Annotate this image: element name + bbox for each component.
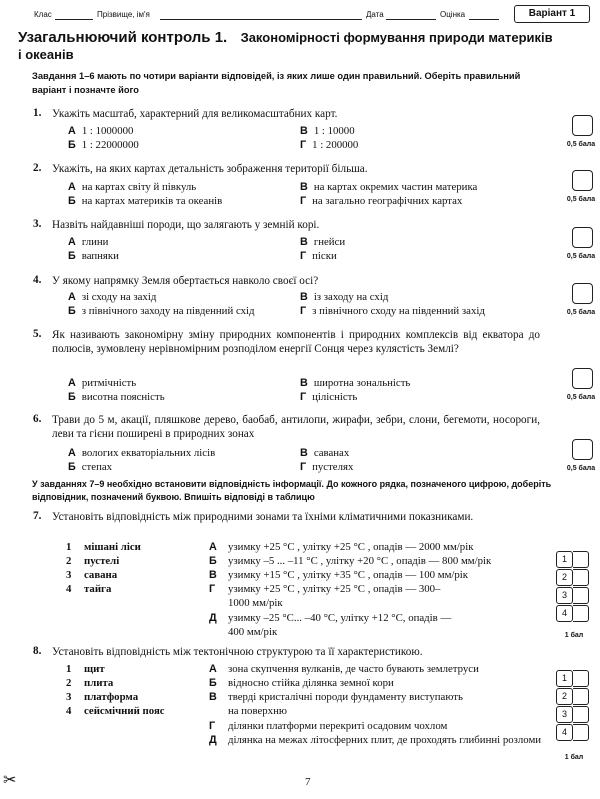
answer-option[interactable] xyxy=(68,291,156,304)
answer-option[interactable] xyxy=(68,250,119,263)
option-text: степах xyxy=(81,461,113,473)
option-letter: Г xyxy=(300,139,307,151)
score-label: 0,5 бала xyxy=(566,141,596,148)
match-right-text: відносно стійка ділянка земної кори xyxy=(228,677,394,689)
score-label: 0,5 бала xyxy=(566,196,596,203)
page-number: 7 xyxy=(305,776,311,788)
question-text: Установіть відповідність між тектонічною структурою та її характеристикою. xyxy=(52,646,423,658)
match-answer-cell[interactable] xyxy=(573,670,589,687)
instruction-2: У завданнях 7–9 необхідно встановити відповідність інформації. До кожного рядка, позначеного цифрою, доберіть відповідник, позначений буквою. Впишіть відповіді в таблицю xyxy=(32,479,552,502)
option-text: з північного заходу на південний схід xyxy=(81,305,255,317)
match-left-number: 1 xyxy=(66,541,72,553)
answer-option[interactable] xyxy=(68,305,254,318)
class-line[interactable] xyxy=(55,19,93,20)
question-text: Назвіть найдавніші породи, що залягають у земній корі. xyxy=(52,219,320,231)
question-text: Трави до 5 м, акації, пляшкове дерево, баобаб, антилопи, жирафи, зебри, слони, бегемоти, носороги, леви та гієни поширені в природних зонах xyxy=(52,414,540,440)
match-right-letter: Г xyxy=(209,720,216,732)
option-letter: Г xyxy=(300,195,307,207)
option-text: ритмічність xyxy=(81,377,137,389)
answer-box[interactable] xyxy=(572,368,593,389)
match-right-text: 1000 мм/рік xyxy=(228,597,283,609)
match-right-letter: Д xyxy=(209,734,217,746)
question-number: 4. xyxy=(33,274,42,286)
answer-box[interactable] xyxy=(572,439,593,460)
answer-box[interactable] xyxy=(572,170,593,191)
answer-option[interactable] xyxy=(68,377,136,390)
option-letter: В xyxy=(300,291,308,303)
option-text: з північного сходу на південний захід xyxy=(312,305,485,317)
option-text: на картах окремих частин материка xyxy=(313,181,478,193)
option-letter: А xyxy=(68,236,76,248)
option-letter: Б xyxy=(68,195,76,207)
answer-option[interactable] xyxy=(68,461,112,474)
match-answer-number: 4 xyxy=(556,605,573,622)
answer-option[interactable] xyxy=(300,236,345,249)
match-right-letter: В xyxy=(209,569,217,581)
option-text: на картах світу й півкуль xyxy=(81,181,197,193)
option-letter: А xyxy=(68,447,76,459)
match-right-text: узимку +15 °С , улітку +35 °С , опадів — 100 мм/рік xyxy=(228,569,469,581)
option-letter: В xyxy=(300,447,308,459)
score-label: 1 бал xyxy=(564,754,584,761)
match-right-text: узимку –5 ... –11 °С , улітку +20 °С , опадів — 800 мм/рік xyxy=(228,555,492,567)
answer-box[interactable] xyxy=(572,283,593,304)
scissors-icon: ✂ xyxy=(3,772,17,789)
match-left-number: 2 xyxy=(66,677,72,689)
option-text: із заходу на схід xyxy=(313,291,389,303)
match-left-item: щит xyxy=(84,663,105,675)
answer-option[interactable] xyxy=(300,461,353,474)
date-label: Дата xyxy=(366,10,384,19)
match-right-text: узимку –25 °С... –40 °С, улітку +12 °С, опадів — xyxy=(228,612,452,624)
answer-option[interactable] xyxy=(68,125,133,138)
option-text: саванах xyxy=(313,447,350,459)
match-right-text: узимку +25 °С , улітку +25 °С , опадів — 300– xyxy=(228,583,441,595)
option-text: 1 : 200000 xyxy=(312,139,359,151)
match-left-number: 4 xyxy=(66,705,72,717)
date-line[interactable] xyxy=(386,19,436,20)
match-right-letter: Г xyxy=(209,583,216,595)
match-answer-cell[interactable] xyxy=(573,551,589,568)
score-label: 1 бал xyxy=(564,632,584,639)
match-left-number: 3 xyxy=(66,569,72,581)
option-text: 1 : 10000 xyxy=(313,125,355,137)
option-letter: А xyxy=(68,181,76,193)
question-number: 7. xyxy=(33,510,42,522)
question-text: Установіть відповідність між природними зонами та їхніми кліматичними показниками. xyxy=(52,511,474,523)
answer-option[interactable] xyxy=(68,447,215,460)
match-answer-number: 3 xyxy=(556,587,573,604)
question-text: Укажіть, на яких картах детальність зображення території більша. xyxy=(52,163,368,175)
match-right-text: на поверхню xyxy=(228,705,287,717)
match-left-number: 2 xyxy=(66,555,72,567)
answer-option[interactable] xyxy=(68,195,222,208)
option-letter: В xyxy=(300,377,308,389)
option-text: зі сходу на захід xyxy=(81,291,157,303)
match-answer-cell[interactable] xyxy=(573,688,589,705)
option-text: вапняки xyxy=(81,250,119,262)
score-label: 0,5 бала xyxy=(566,465,596,472)
match-left-item: пустелі xyxy=(84,555,120,567)
option-letter: А xyxy=(68,377,76,389)
variant-badge: Варіант 1 xyxy=(514,5,590,23)
match-answer-number: 1 xyxy=(556,551,573,568)
match-left-item: платформа xyxy=(84,691,139,703)
match-right-letter: А xyxy=(209,541,217,553)
score-label: 0,5 бала xyxy=(566,394,596,401)
option-text: на картах материків та океанів xyxy=(81,195,223,207)
answer-option[interactable] xyxy=(300,447,349,460)
option-letter: Г xyxy=(300,391,307,403)
match-right-text: ділянка на межах літосферних плит, де проходять глибинні розломи xyxy=(228,734,542,746)
option-letter: В xyxy=(300,181,308,193)
match-answer-number: 2 xyxy=(556,569,573,586)
match-left-item: савана xyxy=(84,569,118,581)
name-line[interactable] xyxy=(160,19,362,20)
answer-option[interactable] xyxy=(300,305,485,318)
match-right-letter: Д xyxy=(209,612,217,624)
match-right-letter: Б xyxy=(209,677,217,689)
option-letter: Б xyxy=(68,461,76,473)
match-right-text: тверді кристалічні породи фундаменту виступають xyxy=(228,691,463,703)
answer-option[interactable] xyxy=(300,195,462,208)
question-number: 2. xyxy=(33,162,42,174)
match-answer-cell[interactable] xyxy=(573,706,589,723)
grade-label: Оцінка xyxy=(440,10,466,19)
option-text: цілісність xyxy=(312,391,358,403)
option-text: глини xyxy=(81,236,109,248)
class-label: Клас xyxy=(34,10,52,19)
match-left-item: мішані ліси xyxy=(84,541,141,553)
option-letter: В xyxy=(300,125,308,137)
option-text: 1 : 22000000 xyxy=(81,139,139,151)
answer-option[interactable] xyxy=(300,377,410,390)
match-right-letter: А xyxy=(209,663,217,675)
answer-option[interactable] xyxy=(68,139,139,152)
grade-line[interactable] xyxy=(469,19,499,20)
match-answer-cell[interactable] xyxy=(573,569,589,586)
match-right-letter: Б xyxy=(209,555,217,567)
title-sub: Закономірності формування природи материків і океанів xyxy=(18,30,553,62)
answer-option[interactable] xyxy=(300,250,337,263)
answer-box[interactable] xyxy=(572,115,593,136)
option-letter: Б xyxy=(68,250,76,262)
option-letter: Б xyxy=(68,305,76,317)
option-text: вологих екваторіальних лісів xyxy=(81,447,216,459)
match-left-number: 4 xyxy=(66,583,72,595)
option-letter: А xyxy=(68,291,76,303)
match-answer-cell[interactable] xyxy=(573,587,589,604)
answer-box[interactable] xyxy=(572,227,593,248)
option-letter: А xyxy=(68,125,76,137)
match-answer-cell[interactable] xyxy=(573,605,589,622)
match-right-text: зона скупчення вулканів, де часто бувають землетруси xyxy=(228,663,479,675)
answer-option[interactable] xyxy=(68,181,196,194)
option-text: пустелях xyxy=(312,461,354,473)
match-left-number: 1 xyxy=(66,663,72,675)
answer-option[interactable] xyxy=(300,291,388,304)
answer-option[interactable] xyxy=(300,391,357,404)
match-answer-number: 2 xyxy=(556,688,573,705)
option-text: широтна зональність xyxy=(313,377,411,389)
match-right-text: узимку +25 °С , улітку +25 °С , опадів — 2000 мм/рік xyxy=(228,541,474,553)
question-text: Як називають закономірну зміну природних компонентів і природних комплексів від екватора до полюсів, зумовлену нерівномірним розподілом енергії Сонця через кулястість Землі? xyxy=(52,329,540,355)
title-main: Узагальнюючий контроль 1. xyxy=(18,29,228,46)
answer-option[interactable] xyxy=(300,181,477,194)
match-answer-number: 1 xyxy=(556,670,573,687)
option-text: на загально географічних картах xyxy=(312,195,463,207)
match-answer-number: 3 xyxy=(556,706,573,723)
option-text: 1 : 1000000 xyxy=(81,125,134,137)
option-letter: Г xyxy=(300,461,307,473)
name-label: Прізвище, ім'я xyxy=(97,10,150,19)
match-right-text: ділянки платформи перекриті осадовим чохлом xyxy=(228,720,448,732)
option-text: піски xyxy=(312,250,337,262)
match-left-item: сейсмічний пояс xyxy=(84,705,165,717)
question-text: У якому напрямку Земля обертається навколо своєї осі? xyxy=(52,275,319,287)
instruction-1: Завдання 1–6 мають по чотири варіанти відповідей, із яких лише один правильний. Оберіть правильний варіант і позначте його xyxy=(32,71,521,95)
match-right-text: 400 мм/рік xyxy=(228,626,278,638)
score-label: 0,5 бала xyxy=(566,253,596,260)
question-number: 1. xyxy=(33,107,42,119)
question-number: 6. xyxy=(33,413,42,425)
match-left-item: плита xyxy=(84,677,114,689)
question-number: 3. xyxy=(33,218,42,230)
question-text: Укажіть масштаб, характерний для великомасштабних карт. xyxy=(52,108,338,120)
match-left-item: тайга xyxy=(84,583,112,595)
page-title xyxy=(18,29,558,63)
option-text: гнейси xyxy=(313,236,346,248)
question-number: 8. xyxy=(33,645,42,657)
answer-option[interactable] xyxy=(68,236,108,249)
match-right-letter: В xyxy=(209,691,217,703)
answer-option[interactable] xyxy=(68,391,165,404)
match-answer-cell[interactable] xyxy=(573,724,589,741)
option-letter: Г xyxy=(300,305,307,317)
match-left-number: 3 xyxy=(66,691,72,703)
option-text: висотна поясність xyxy=(81,391,165,403)
score-label: 0,5 бала xyxy=(566,309,596,316)
match-answer-number: 4 xyxy=(556,724,573,741)
option-letter: Б xyxy=(68,139,76,151)
option-letter: Г xyxy=(300,250,307,262)
option-letter: В xyxy=(300,236,308,248)
answer-option[interactable] xyxy=(300,125,355,138)
question-number: 5. xyxy=(33,328,42,340)
option-letter: Б xyxy=(68,391,76,403)
answer-option[interactable] xyxy=(300,139,358,152)
